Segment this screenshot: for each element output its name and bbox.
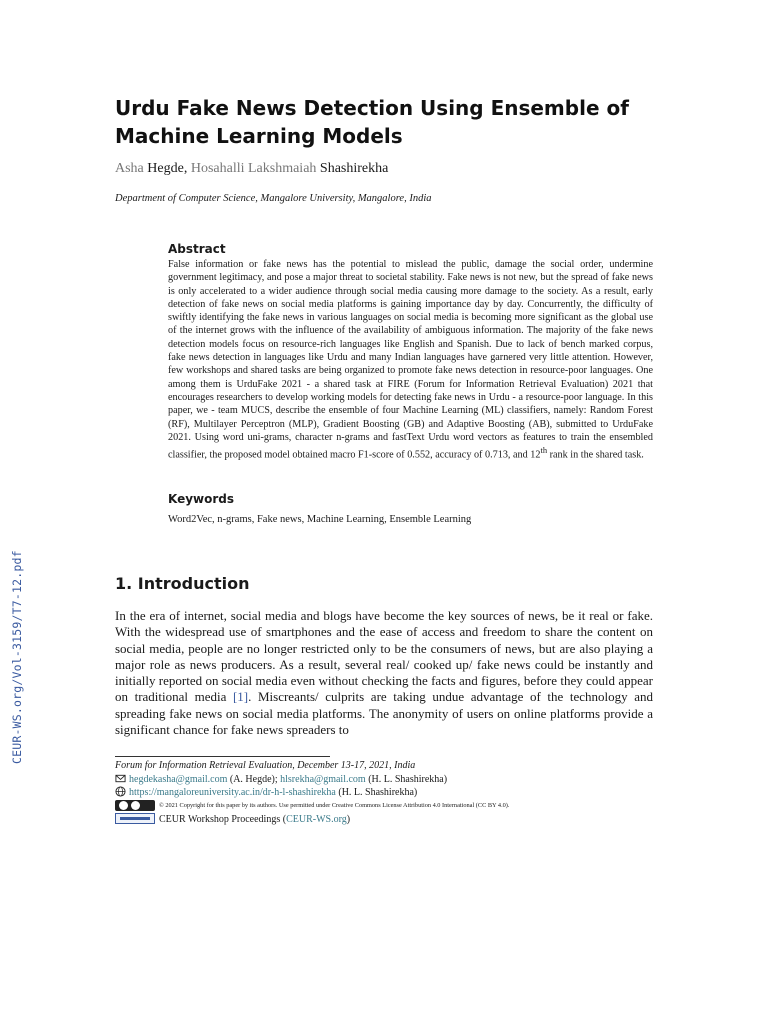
abstract-body: False information or fake news has the potential to mislead the public, damage the social order, undermine government legitimacy, and pose a major threat to societal stability. Fake news is not new, but the spread of fake news is only accelerated to a wider audience through social media causing more damage to the society. As a result, early detection of fake news on social media platforms is gaining importance day by day. Concurrently, the difficulty of swiftly identifying the fake news in various languages on social media is becoming more significant as the global use of the internet grows with the influence of the availability of ambiguous information. The majority of the fake news detection models focus on resource-rich languages like English and Spanish. Due to lack of bench marked corpus, fake news detection in languages like Urdu and many Indian languages have garnered very little attention. However, few workshops and shared tasks are being organized to promote fake news detection in resource-poor languages. One among them is UrduFake 2021 - a shared task at FIRE (Forum for Information Retrieval Evaluation) 2021 that encourages researchers to develop working models for detecting fake news in Urdu - a resource-poor language. In this paper, we - team MUCS, describe the ensemble of four Machine Learning (ML) classifiers, namely: Random Forest (RF), Multilayer Perceptron (MLP), Gradient Boosting (GB) and Adaptive Boosting (AB), submitted to UrduFake 2021. Using word uni-grams, character n-grams and fastText Urdu word vectors as features to train the ensembled classifier, the proposed model obtained macro F1-score of 0.552, accuracy of 0.713, and 12 xyxy=(168,259,653,461)
sidebar-url[interactable]: CEUR-WS.org/Vol-3159/T7-12.pdf xyxy=(10,550,24,764)
ceur-close: ) xyxy=(346,814,351,825)
ceur-logo-icon xyxy=(115,813,155,824)
website-link[interactable]: https://mangaloreuniversity.ac.in/dr-h-l-shashirekha xyxy=(129,787,336,798)
envelope-icon xyxy=(115,773,126,784)
abstract-heading: Abstract xyxy=(168,242,226,256)
citation-link[interactable]: [1] xyxy=(232,689,249,705)
footnote-copyright xyxy=(115,800,509,812)
author-given-name: Asha xyxy=(115,161,144,176)
keywords-text: Word2Vec, n-grams, Fake news, Machine Learning, Ensemble Learning xyxy=(168,514,472,525)
footnote-conference: Forum for Information Retrieval Evaluation, December 13-17, 2021, India xyxy=(115,760,416,771)
website-owner: (H. L. Shashirekha) xyxy=(335,787,418,798)
introduction-body-end: . Miscreants/ culprits are taking undue advantage of the technology and spreading fake news on social media platforms. The anonymity of users on online platforms provide a significant chance for fake news spreaders to xyxy=(115,689,653,738)
introduction-body: In the era of internet, social media and blogs have become the key sources of news, be it real or fake. With the widespread use of smartphones and the ease of access and freedom to share the content on social media, people are no longer restricted only to be the consumers of news, but are also playing a major role as news producers. As a result, several real/ cooked up/ fake news could be instantly and initially reported on social media even without checking the facts and figures, before they could appear on traditional media xyxy=(115,608,653,705)
affiliation: Department of Computer Science, Mangalore University, Mangalore, India xyxy=(115,193,432,204)
arxiv-sidebar xyxy=(10,548,26,764)
author-separator: , xyxy=(183,161,191,176)
author-family-name: Hegde xyxy=(147,161,184,176)
keywords-heading: Keywords xyxy=(168,492,235,506)
abstract-body-end: rank in the shared task. xyxy=(547,449,644,461)
abstract-text xyxy=(168,258,653,462)
footnote-emails xyxy=(115,773,447,785)
author-family-name: Shashirekha xyxy=(319,161,389,176)
footnote-rule xyxy=(115,756,330,757)
email-link-shashirekha[interactable]: hlsrekha@gmail.com xyxy=(280,774,366,785)
cc-by-badge-icon xyxy=(115,800,155,811)
email-link-hegde[interactable]: hegdekasha@gmail.com xyxy=(129,774,228,785)
globe-icon xyxy=(115,786,126,797)
email-owner-shashirekha: (H. L. Shashirekha) xyxy=(365,774,448,785)
author-given-name: Hosahalli Lakshmaiah xyxy=(190,161,317,176)
footnote-website xyxy=(115,786,417,798)
ceur-link[interactable]: CEUR-WS.org xyxy=(286,814,347,825)
introduction-text xyxy=(115,608,653,738)
email-owner-hegde: (A. Hegde); xyxy=(227,774,281,785)
author-list xyxy=(115,161,388,177)
ceur-label: CEUR Workshop Proceedings ( xyxy=(159,814,287,825)
section-heading-introduction: 1. Introduction xyxy=(115,574,250,593)
footnote-ceur xyxy=(115,813,350,825)
copyright-text: © 2021 Copyright for this paper by its authors. Use permitted under Creative Commons License Attribution 4.0 International (CC BY 4.0). xyxy=(159,802,510,809)
rank-superscript: th xyxy=(540,445,548,456)
paper-title: Urdu Fake News Detection Using Ensemble of Machine Learning Models xyxy=(115,96,629,148)
